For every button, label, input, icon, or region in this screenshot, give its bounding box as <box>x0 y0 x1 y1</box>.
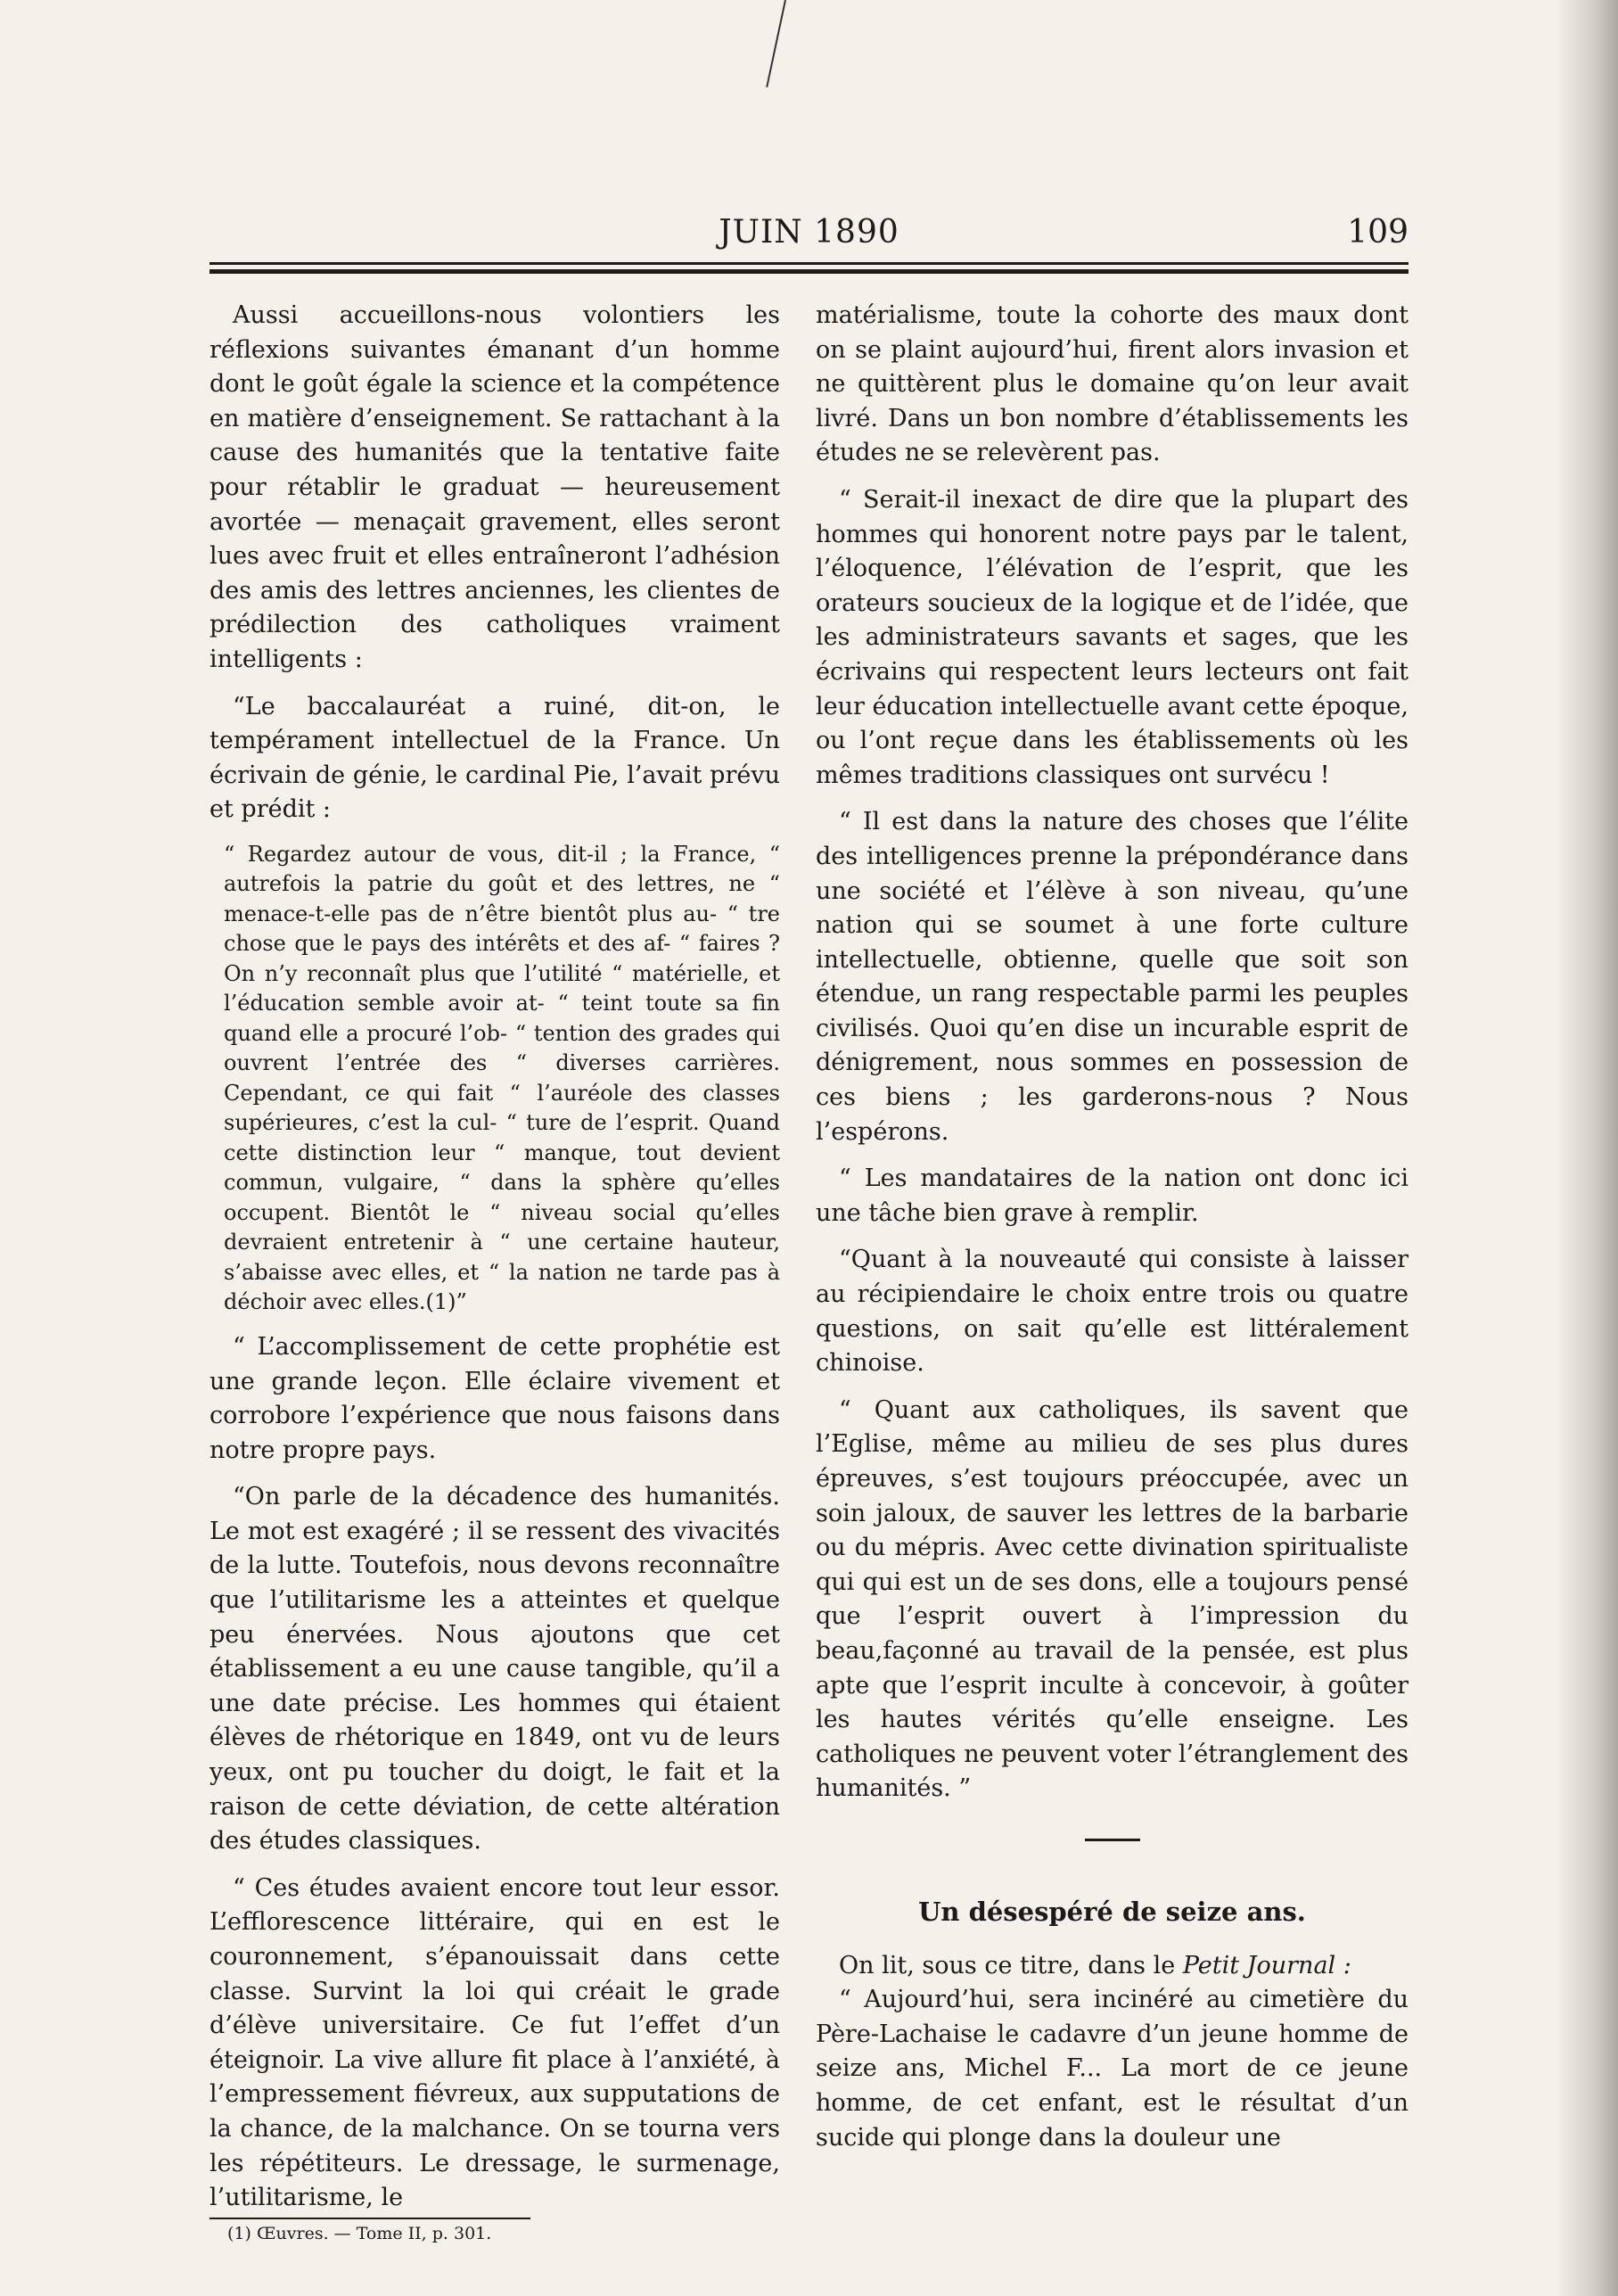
section-separator <box>1085 1839 1140 1841</box>
paragraph: “ Aujourd’hui, sera incinéré au cimetière du Père-Lachaise le cadavre d’un jeune homme de seize ans, Michel F... La mort de ce jeune homme, de cet enfant, est le résultat d’un sucide qui plonge dans la douleur une <box>816 1986 1409 2152</box>
left-column <box>209 299 780 2244</box>
right-column <box>816 299 1409 2168</box>
text-run: On lit, sous ce titre, dans le <box>839 1951 1176 1979</box>
journal-name: Petit Journal : <box>1182 1951 1351 1979</box>
paragraph: matérialisme, toute la cohorte des maux dont on se plaint aujourd’hui, firent alors invasion et ne quittèrent plus le domaine qu’on leur avait livré. Dans un bon nombre d’établissements les études ne se relevèrent pas. <box>816 301 1409 467</box>
paragraph: Aussi accueillons-nous volontiers les réflexions suivantes émanant d’un homme dont le goût égale la science et la compétence en matière d’enseignement. Se rattachant à la cause des humanités que la tentative faite pour rétablir le graduat — heureusement avortée — menaçait gravement, elles seront lues avec fruit et elles entraîneront l’adhésion des amis des lettres anciennes, les clientes de prédilection des catholiques vraiment intelligents : <box>209 301 780 673</box>
section-title: Un désespéré de seize ans. <box>918 1896 1306 1927</box>
header-rule-thin <box>209 262 1409 265</box>
paragraph: “On parle de la décadence des humanités. Le mot est exagéré ; il se ressent des vivacités de la lutte. Toutefois, nous devons reconnaître que l’utilitarisme les a atteintes et quelque peu énervées. Nous ajoutons que cet établissement a eu une cause tangible, qu’il a une date précise. Les hommes qui étaient élèves de rhétorique en 1849, ont vu de leurs yeux, ont pu toucher du doigt, le fait et la raison de cette déviation, de cette altération des études classiques. <box>209 1483 780 1856</box>
paragraph: “ Les mandataires de la nation ont donc ici une tâche bien grave à remplir. <box>816 1164 1409 1227</box>
paragraph: “ Il est dans la nature des choses que l’élite des intelligences prenne la prépondérance dans une société et l’élève à son niveau, qu’une nation qui se soumet à une forte culture intellectuelle, obtienne, quelle que soit son étendue, un rang respectable parmi les peuples civilisés. Quoi qu’en dise un incurable esprit de dénigrement, nous sommes en possession de ces biens ; les garderons-nous ? Nous l’espérons. <box>816 808 1409 1146</box>
paragraph: “ Quant aux catholiques, ils savent que l’Eglise, même au milieu de ses plus dures épreuves, s’est toujours préoccupée, avec un soin jaloux, de sauver les lettres de la barbarie ou du mépris. Avec cette divination spiritualiste qui qui est un de ses dons, elle a toujours pensé que l’esprit ouvert à l’impression du beau,façonné au travail de la pensée, est plus apte que l’esprit inculte à concevoir, à goûter les hautes vérités qu’elle enseigne. Les catholiques ne peuvent voter l’étranglement des humanités. ” <box>816 1395 1409 1803</box>
footnote: (1) Œuvres. — Tome II, p. 301. <box>227 2223 492 2243</box>
footnote-rule <box>209 2218 530 2219</box>
paragraph: “Le baccalauréat a ruiné, dit-on, le tempérament intellectuel de la France. Un écrivain de génie, le cardinal Pie, l’avait prévu et prédit : <box>209 692 780 824</box>
paragraph <box>816 1949 1409 1984</box>
header-title: JUIN 1890 <box>719 214 899 251</box>
pencil-mark <box>766 0 786 87</box>
paragraph: “Quant à la nouveauté qui consiste à laisser au récipiendaire le choix entre trois ou quatre questions, on sait qu’elle est littéralement chinoise. <box>816 1246 1409 1378</box>
page-number: 109 <box>1347 214 1409 251</box>
scan-shadow-edge <box>1556 0 1618 2296</box>
block-quote: “ Regardez autour de vous, dit-il ; la France, “ autrefois la patrie du goût et des lettres, ne “ menace-t-elle pas de n’être bientôt plus au- “ tre chose que le pays des intérêts et des af- “ faires ? On n’y reconnaît plus que l’utilité “ matérielle, et l’éducation semble avoir at- “ teint toute sa fin quand elle a procuré l’ob- “ tention des grades qui ouvrent l’entrée des “ diverses carrières. Cependant, ce qui fait “ l’auréole des classes supérieures, c’est la cul- “ ture de l’esprit. Quand cette distinction leur “ manque, tout devient commun, vulgaire, “ dans la sphère qu’elles occupent. Bientôt le “ niveau social qu’elles devraient entretenir à “ une certaine hauteur, s’abaisse avec elles, et “ la nation ne tarde pas à déchoir avec elles.(1)” <box>224 841 780 1315</box>
header-rule-thick <box>209 269 1409 274</box>
paragraph: “ L’accomplissement de cette prophétie est une grande leçon. Elle éclaire vivement et corrobore l’expérience que nous faisons dans notre propre pays. <box>209 1332 780 1464</box>
paragraph: “ Ces études avaient encore tout leur essor. L’efflorescence littéraire, qui en est le couronnement, s’épanouissait dans cette classe. Survint la loi qui créait le grade d’élève universitaire. Ce fut l’effet d’un éteignoir. La vive allure fit place à l’anxiété, à l’empressement fiévreux, aux supputations de la chance, de la malchance. On se tourna vers les répétiteurs. Le dressage, le surmenage, l’utilitarisme, le <box>209 1873 780 2212</box>
paragraph: “ Serait-il inexact de dire que la plupart des hommes qui honorent notre pays par le talent, l’éloquence, l’élévation de l’esprit, que les orateurs soucieux de la logique et de l’idée, que les administrateurs savants et sages, que les écrivains qui respectent leurs lecteurs ont fait leur éducation intellectuelle avant cette époque, ou l’ont reçue dans les établissements où les mêmes traditions classiques ont survécu ! <box>816 485 1409 789</box>
running-header <box>209 214 1409 259</box>
